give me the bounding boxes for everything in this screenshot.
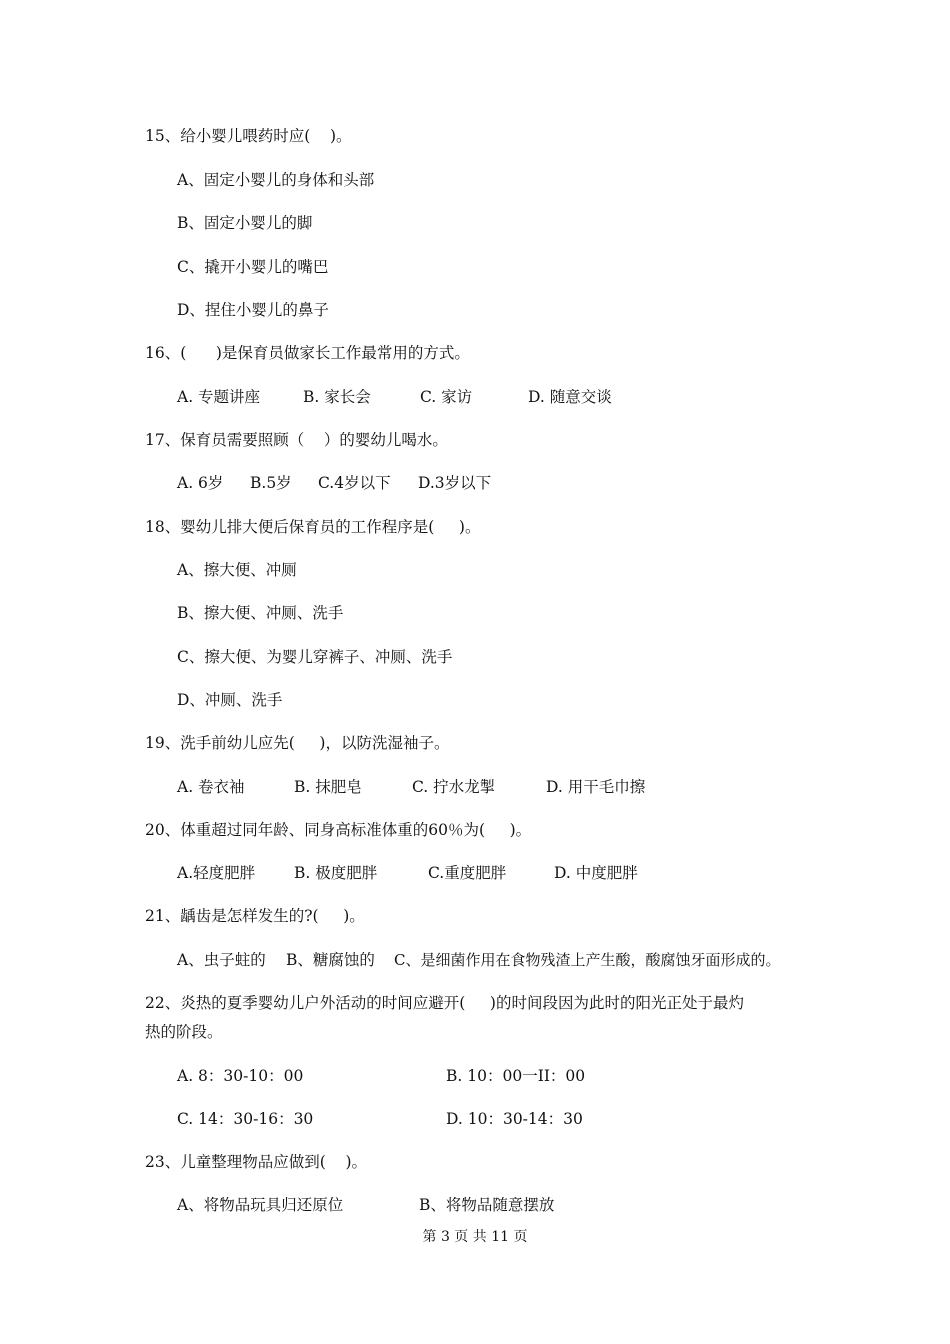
question-19-option-a: A. 卷衣袖 <box>177 778 245 796</box>
question-21-option-a: A、虫子蛀的 <box>177 951 266 969</box>
question-17-option-a: A. 6岁 <box>177 474 224 492</box>
question-19-option-d: D. 用干毛巾擦 <box>546 778 646 796</box>
question-22-option-d: D. 10：30-14：30 <box>446 1110 583 1128</box>
question-22-option-a: A. 8：30-10：00 <box>177 1067 304 1085</box>
question-20-option-c: C.重度肥胖 <box>428 864 507 882</box>
question-19-stem: 19、洗手前幼儿应先( )，以防洗湿袖子。 <box>145 734 450 752</box>
question-23-option-b: B、将物品随意摆放 <box>419 1196 555 1214</box>
question-22-stem-line-1: 22、炎热的夏季婴幼儿户外活动的时间应避开( )的时间段因为此时的阳光正处于最灼 <box>145 994 744 1012</box>
question-15-option-c: C、撬开小婴儿的嘴巴 <box>177 258 329 276</box>
question-16-option-b: B. 家长会 <box>303 388 371 406</box>
question-22-option-c: C. 14：30-16：30 <box>177 1110 314 1128</box>
question-20-option-b: B. 极度肥胖 <box>294 864 378 882</box>
question-21-stem: 21、龋齿是怎样发生的?( )。 <box>145 907 365 925</box>
question-15-option-a: A、固定小婴儿的身体和头部 <box>177 171 375 189</box>
question-16-option-c: C. 家访 <box>420 388 473 406</box>
question-19-option-b: B. 抹肥皂 <box>294 778 362 796</box>
question-16-option-d: D. 随意交谈 <box>528 388 612 406</box>
question-17-option-b: B.5岁 <box>250 474 292 492</box>
question-17-stem: 17、保育员需要照顾（ ）的婴幼儿喝水。 <box>145 431 448 449</box>
question-18-option-c: C、擦大便、为婴儿穿裤子、冲厕、洗手 <box>177 648 453 666</box>
page-footer: 第 3 页 共 11 页 <box>422 1229 528 1245</box>
question-20-option-a: A.轻度肥胖 <box>177 864 256 882</box>
question-22-option-b: B. 10：00一II：00 <box>446 1067 586 1085</box>
question-21-option-c: C、是细菌作用在食物残渣上产生酸，酸腐蚀牙面形成的。 <box>394 951 781 969</box>
question-22-stem-line-2: 热的阶段。 <box>145 1023 223 1041</box>
question-18-option-b: B、擦大便、冲厕、洗手 <box>177 604 344 622</box>
question-23-stem: 23、儿童整理物品应做到( )。 <box>145 1153 368 1171</box>
question-19-option-c: C. 拧水龙掣 <box>412 778 496 796</box>
question-15-option-d: D、捏住小婴儿的鼻子 <box>177 301 329 319</box>
question-17-option-d: D.3岁以下 <box>418 474 492 492</box>
question-20-option-d: D. 中度肥胖 <box>554 864 638 882</box>
question-15-stem: 15、给小婴儿喂药时应( )。 <box>145 127 352 145</box>
question-21-option-b: B、糖腐蚀的 <box>286 951 375 969</box>
question-16-option-a: A. 专题讲座 <box>177 388 261 406</box>
question-15-option-b: B、固定小婴儿的脚 <box>177 214 313 232</box>
question-16-stem: 16、( )是保育员做家长工作最常用的方式。 <box>145 344 470 362</box>
question-18-option-a: A、擦大便、冲厕 <box>177 561 297 579</box>
question-17-option-c: C.4岁以下 <box>318 474 391 492</box>
question-20-stem: 20、体重超过同年龄、同身高标准体重的60％为( )。 <box>145 821 532 839</box>
question-18-option-d: D、冲厕、洗手 <box>177 691 283 709</box>
question-23-option-a: A、将物品玩具归还原位 <box>177 1196 344 1214</box>
question-18-stem: 18、婴幼儿排大便后保育员的工作程序是( )。 <box>145 518 481 536</box>
